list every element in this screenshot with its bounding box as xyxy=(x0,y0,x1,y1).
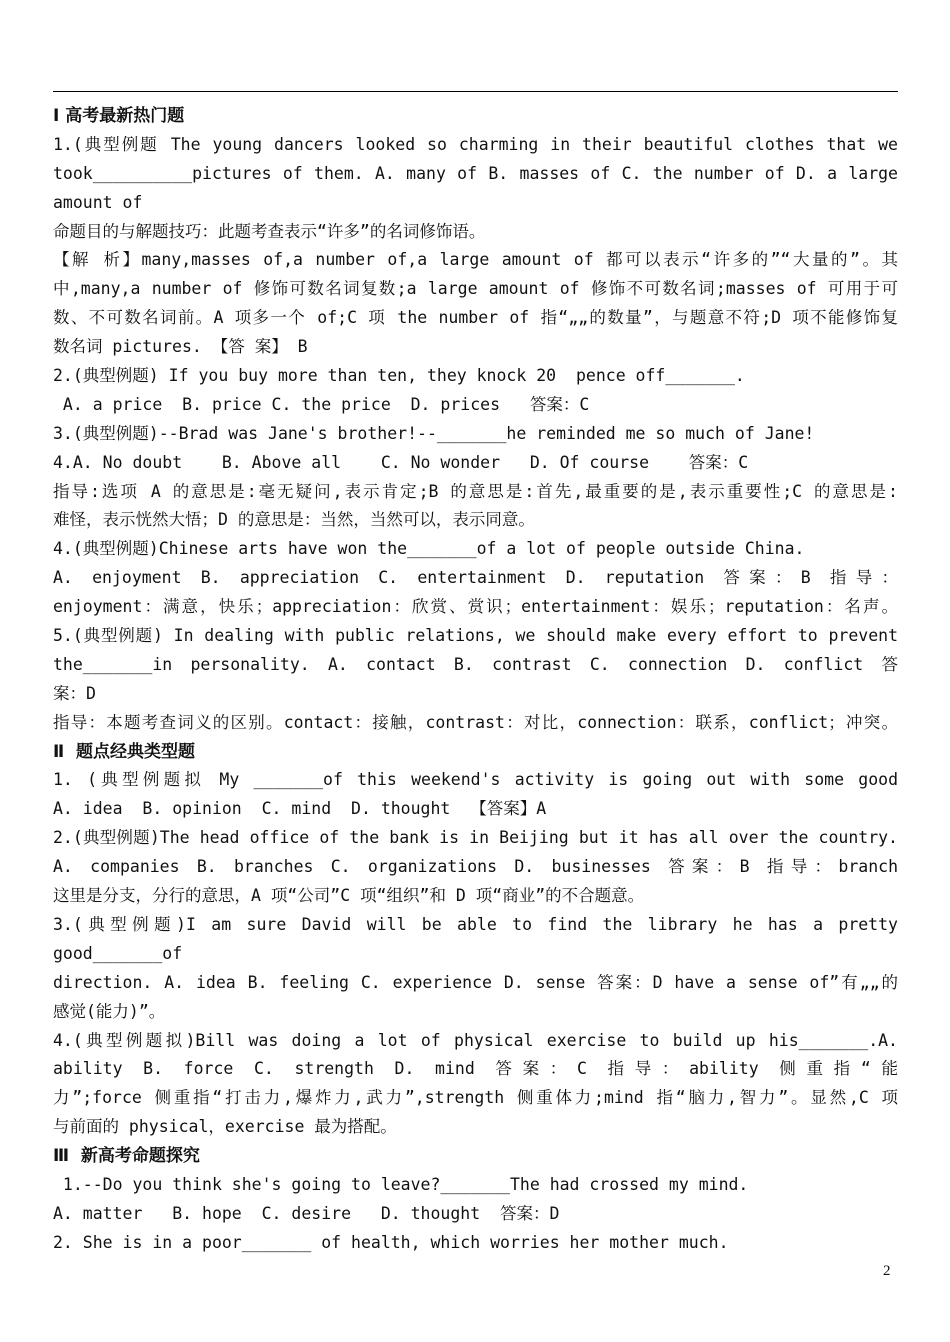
section-heading: Ⅲ 新高考命题探究 xyxy=(53,1146,200,1167)
text-line: 与前面的 physical，exercise 最为搭配。 xyxy=(53,1117,397,1137)
text-line: A. companies B. branches C. organizations D. businesses 答案：B 指导：branch xyxy=(53,857,898,877)
text-line: 力”;force 侧重指“打击力,爆炸力,武力”,strength 侧重体力;mind 指“脑力,智力”。显然,C 项 xyxy=(53,1088,898,1108)
document-body xyxy=(53,102,898,1258)
text-line: 4.(典型例题)Chinese arts have won the_______of a lot of people outside China. xyxy=(53,539,805,559)
text-line: 5.(典型例题) In dealing with public relations, we should make every effort to prevent xyxy=(53,626,898,646)
text-line: A. matter B. hope C. desire D. thought 答案：D xyxy=(53,1203,560,1223)
text-line: A. idea B. opinion C. mind D. thought 【答案】A xyxy=(53,799,547,819)
text-line: 指导:选项 A 的意思是:毫无疑问,表示肯定;B 的意思是:首先,最重要的是,表示重要性;C 的意思是: xyxy=(53,481,898,501)
text-line: ability B. force C. strength D. mind 答案：C 指导：ability 侧重指“能 xyxy=(53,1059,898,1079)
page-number: 2 xyxy=(883,1263,891,1279)
text-line: 指导：本题考查词义的区别。contact：接触，contrast：对比，connection：联系，conflict；冲突。 xyxy=(53,712,898,732)
text-line: 2.(典型例题)The head office of the bank is in Beijing but it has all over the country. xyxy=(53,828,898,848)
text-line: A. a price B. price C. the price D. prices 答案：C xyxy=(53,394,590,414)
text-line: 3.(典型例题)I am sure David will be able to find the library he has a pretty xyxy=(53,914,898,934)
text-line: 案：D xyxy=(53,683,96,703)
text-line: 难怪，表示恍然大悟；D 的意思是：当然，当然可以，表示同意。 xyxy=(53,510,535,530)
text-line: A. enjoyment B. appreciation C. entertainment D. reputation 答案：B 指导： xyxy=(53,568,898,588)
text-line: 中,many,a number of 修饰可数名词复数;a large amount of 修饰不可数名词;masses of 可用于可 xyxy=(53,279,898,299)
text-line: 【解 析】many,masses of,a number of,a large amount of 都可以表示“许多的”“大量的”。其 xyxy=(53,250,898,270)
text-line: 4.(典型例题拟)Bill was doing a lot of physical exercise to build up his_______.A. xyxy=(53,1030,898,1050)
text-line: 这里是分支，分行的意思，A 项“公司”C 项“组织”和 D 项“商业”的不合题意。 xyxy=(53,886,645,906)
text-line: good_______of xyxy=(53,943,183,963)
text-line: 2. She is in a poor_______ of health, which worries her mother much. xyxy=(53,1232,729,1252)
section-heading: Ⅰ 高考最新热门题 xyxy=(53,106,185,126)
section-heading: Ⅱ 题点经典类型题 xyxy=(53,741,196,762)
text-line: direction. A. idea B. feeling C. experience D. sense 答案：D have a sense of”有„„的 xyxy=(53,972,898,992)
top-rule xyxy=(53,91,898,92)
text-line: 命题目的与解题技巧：此题考查表示“许多”的名词修饰语。 xyxy=(53,221,486,241)
text-line: 2.(典型例题) If you buy more than ten, they knock 20 pence off_______. xyxy=(53,366,745,386)
text-line: 1.--Do you think she's going to leave?_______The had crossed my mind. xyxy=(53,1174,749,1194)
text-line: 1.(典型例题 The young dancers looked so charming in their beautiful clothes that we xyxy=(53,134,898,154)
text-line: 4.A. No doubt B. Above all C. No wonder D. Of course 答案：C xyxy=(53,452,749,472)
text-line: 感觉(能力)”。 xyxy=(53,1001,166,1021)
text-line: 3.(典型例题)--Brad was Jane's brother!--_______he reminded me so much of Jane! xyxy=(53,423,815,443)
text-line: 数名词 pictures. 【答 案】 B xyxy=(53,337,308,357)
text-line: 1. (典型例题拟 My _______of this weekend's activity is going out with some good xyxy=(53,770,898,790)
text-line: the_______in personality. A. contact B. contrast C. connection D. conflict 答 xyxy=(53,654,898,674)
text-line: took__________pictures of them. A. many of B. masses of C. the number of D. a large xyxy=(53,163,898,183)
text-line: amount of xyxy=(53,192,143,212)
text-line: enjoyment：满意，快乐；appreciation：欣赏、赏识；entertainment：娱乐；reputation：名声。 xyxy=(53,597,898,617)
text-line: 数、不可数名词前。A 项多一个 of;C 项 the number of 指“„„的数量”，与题意不符;D 项不能修饰复 xyxy=(53,308,898,328)
